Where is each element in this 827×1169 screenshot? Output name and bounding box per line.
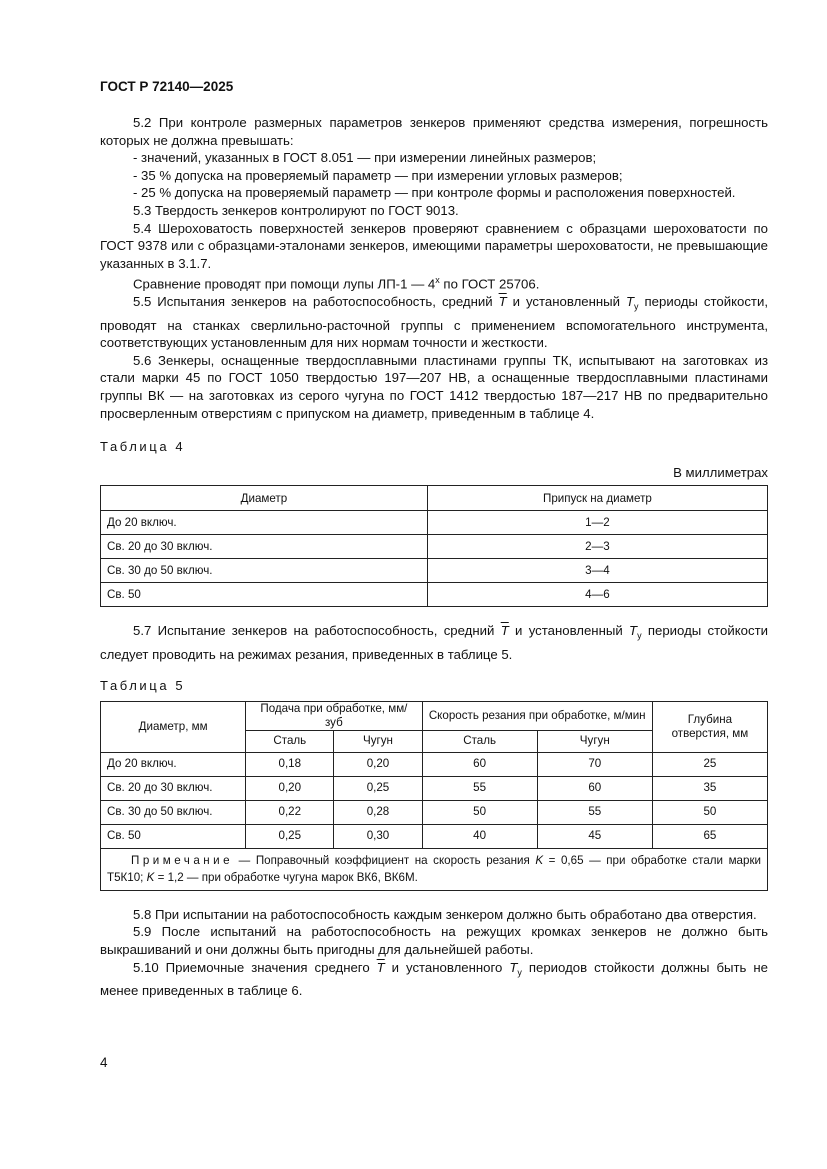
paragraph-5-9: 5.9 После испытаний на работоспособность на режущих кромках зенкеров не должно быть выкрашиваний и они должны быть пригодны для дальнейшей работы. [100, 924, 768, 957]
table-row: До 20 включ. 1—2 [101, 511, 768, 535]
table-row: Св. 30 до 50 включ. 3—4 [101, 559, 768, 583]
table-header: Чугун [334, 730, 422, 752]
table-4-units: В миллиметрах [673, 464, 768, 480]
table-header: Диаметр, мм [101, 701, 246, 752]
document-body [100, 114, 768, 999]
table-4 [100, 485, 768, 607]
paragraph-5-3: 5.3 Твердость зенкеров контролируют по ГОСТ 9013. [133, 202, 459, 218]
table-header: Чугун [537, 730, 652, 752]
table-5-note: Примечание — Поправочный коэффициент на скорость резания K = 0,65 — при обработке стали марки Т5К10; K = 1,2 — при обработке чугуна марок ВК6, ВК6М. [101, 848, 768, 890]
table-4-caption: Таблица 4 [100, 439, 186, 455]
page-number: 4 [100, 1055, 108, 1070]
paragraph-5-2: 5.2 При контроле размерных параметров зенкеров применяют средства измерения, погрешность которых не должна превышать: [100, 115, 768, 148]
table-row: Св. 20 до 30 включ. 2—3 [101, 535, 768, 559]
table-row: Св. 50 4—6 [101, 583, 768, 607]
table-row: Св. 30 до 50 включ. 0,22 0,28 50 55 50 [101, 800, 768, 824]
table-5-caption: Таблица 5 [100, 678, 186, 694]
table-header: Припуск на диаметр [427, 486, 767, 511]
table-header: Подача при обработке, мм/зуб [246, 701, 422, 730]
table-row: Св. 20 до 30 включ. 0,20 0,25 55 60 35 [101, 776, 768, 800]
paragraph-5-7: 5.7 Испытание зенкеров на работоспособность, средний $\overline{T}$ и установленный $T_у$ периоды стойкости следует проводить на режимах резания, приведенных в таблице 5. [100, 623, 768, 662]
list-item-linear: - значений, указанных в ГОСТ 8.051 — при измерении линейных размеров; [133, 150, 597, 166]
list-item-angular: - 35 % допуска на проверяемый параметр — при измерении угловых размеров; [133, 167, 623, 183]
table-5 [100, 701, 768, 891]
document-code: ГОСТ Р 72140—2025 [100, 79, 234, 94]
table-row: Св. 50 0,25 0,30 40 45 65 [101, 824, 768, 848]
paragraph-5-5: 5.5 Испытания зенкеров на работоспособность, средний $\overline{T}$ и установленный $T_у$ периоды стойкости, проводят на станках сверлильно-расточной группы с применением вспомогательного инструмента, соответствующих установленным для них нормам точности и жесткости. [100, 294, 768, 351]
table-header: Сталь [422, 730, 537, 752]
list-item-form: - 25 % допуска на проверяемый параметр — при контроле формы и расположения поверхностей. [133, 185, 736, 201]
note-label: Примечание [131, 853, 234, 867]
paragraph-5-6: 5.6 Зенкеры, оснащенные твердосплавными пластинами группы ТК, испытывают на заготовках из стали марки 45 по ГОСТ 1050 твердостью 197—207 НВ, а оснащенные твердосплавными пластинами группы ВК — на заготовках из серого чугуна по ГОСТ 1412 твердостью 187—217 НВ по предварительно просверленным отверстиям с припуском на диаметр, приведенным в таблице 4. [100, 352, 768, 421]
table-header: Диаметр [101, 486, 428, 511]
paragraph-5-8: 5.8 При испытании на работоспособность каждым зенкером должно быть обработано два отверстия. [133, 906, 757, 922]
paragraph-5-4: 5.4 Шероховатость поверхностей зенкеров проверяют сравнением с образцами шероховатости по ГОСТ 9378 или с образцами-эталонами зенкеров, имеющими параметры шероховатости, не превышающие указанных в 3.1.7. [100, 220, 768, 271]
table-header: Скорость резания при обработке, м/мин [422, 701, 652, 730]
table-header: Сталь [246, 730, 334, 752]
paragraph-lupa: Сравнение проводят при помощи лупы ЛП-1 — $4^х$ по ГОСТ 25706. [133, 275, 540, 292]
table-row: До 20 включ. 0,18 0,20 60 70 25 [101, 752, 768, 776]
paragraph-5-10: 5.10 Приемочные значения среднего $\overline{T}$ и установленного $T_у$ периодов стойкости должны быть не менее приведенных в таблице 6. [100, 959, 769, 998]
table-header: Глубина отверстия, мм [652, 701, 767, 752]
